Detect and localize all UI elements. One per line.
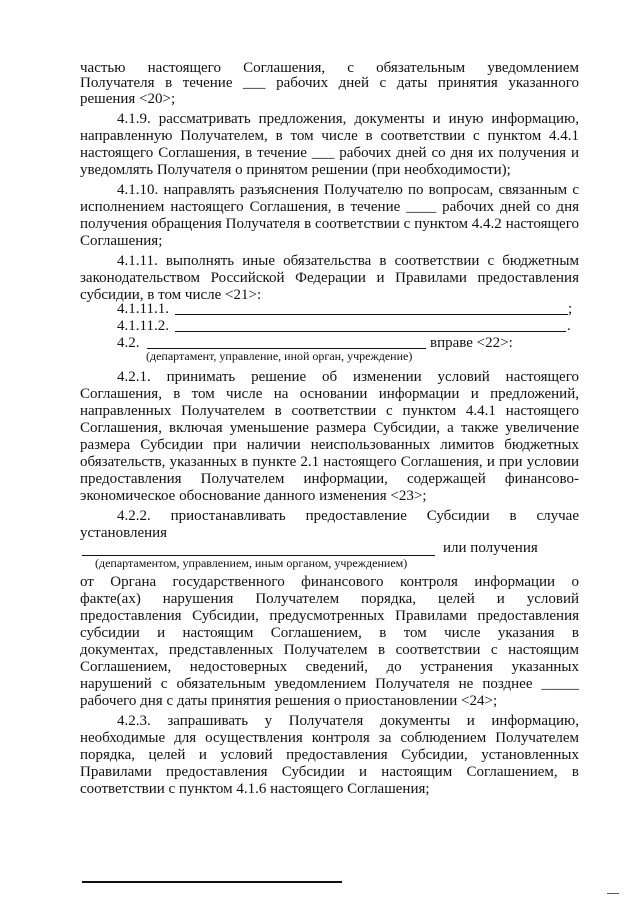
text-line: Соглашения, в том числе на основании информации и предложений,	[80, 386, 579, 402]
text-line: порядка, целей и условий предоставления Субсидии, установленных	[80, 747, 579, 763]
text-line: законодательством Российской Федерации и Правилами предоставления	[80, 270, 579, 286]
text-line: субсидии, в том числе <21>:	[80, 287, 262, 303]
text-line: установления	[80, 525, 168, 541]
clause-4-1-9: 4.1.9. рассматривать предложения, документы и иную информацию,	[117, 111, 579, 127]
clause-4-1-11-2: 4.1.11.2.	[117, 318, 169, 334]
text-line: документах, представленных Получателем в соответствии с настоящим	[80, 642, 579, 658]
clause-4-2-3: 4.2.3. запрашивать у Получателя документы и информацию,	[117, 713, 579, 729]
clause-4-2: 4.2.	[117, 335, 140, 351]
text-line: Соглашением, недостоверных сведений, до устранения указанных	[80, 659, 579, 675]
text-line: субсидии и настоящим Соглашением, в том числе указания в	[80, 625, 579, 641]
text-line: Правилами предоставления Субсидии и настоящим Соглашением, в	[80, 764, 579, 780]
text-line: частью настоящего Соглашения, с обязательным уведомлением	[80, 60, 579, 76]
text-line: Получателя в течение ___ рабочих дней с даты принятия указанного	[80, 75, 579, 91]
text-line: размера Субсидии при наличии неиспользованных лимитов бюджетных	[80, 437, 579, 453]
fill-blank-line	[175, 314, 568, 315]
text-line: исполнением настоящего Соглашения, в течение ____ рабочих дней со дня	[80, 199, 579, 215]
text-line: предоставления Получателем информации, содержащей финансово-	[80, 471, 579, 487]
text-line: получения обращения Получателя в соответствии с пунктом 4.4.2 настоящего	[80, 216, 579, 232]
clause-4-2-1: 4.2.1. принимать решение об изменении условий настоящего	[117, 369, 579, 385]
field-caption: (департамент, управление, иной орган, учреждение)	[146, 349, 413, 363]
text-line: факте(ах) нарушения Получателем порядка, целей и условий	[80, 591, 579, 607]
text-line: Соглашения;	[80, 233, 163, 249]
text-line: уведомлять Получателя о принятом решении (при необходимости);	[80, 162, 511, 178]
text-line: рабочего дня с даты принятия решения о приостановлении <24>;	[80, 693, 498, 709]
text-line: или получения	[443, 540, 538, 556]
clause-4-1-10: 4.1.10. направлять разъяснения Получателю по вопросам, связанным с	[117, 182, 579, 198]
text-line: необходимые для осуществления контроля за соблюдением Получателем	[80, 730, 579, 746]
text-line: обязательств, указанных в пункте 2.1 настоящего Соглашения, и при условии	[80, 454, 579, 470]
text-line: направленных Получателем в соответствии с пунктом 4.4.1 настоящего	[80, 403, 579, 419]
footnote-separator	[82, 881, 342, 883]
text-line: Соглашения, включая уменьшение размера Субсидии, а также увеличение	[80, 420, 579, 436]
clause-4-2-2: 4.2.2. приостанавливать предоставление Субсидии в случае	[117, 508, 579, 524]
fill-blank-line	[175, 331, 566, 332]
page-edge-mark	[607, 893, 619, 894]
field-caption: (департаментом, управлением, иным органом, учреждением)	[95, 556, 408, 570]
clause-4-1-11: 4.1.11. выполнять иные обязательства в соответствии с бюджетным	[117, 253, 579, 269]
clause-4-1-11-1: 4.1.11.1.	[117, 301, 169, 317]
text-line: решения <20>;	[80, 91, 176, 107]
text-line: направленную Получателем, в том числе в соответствии с пунктом 4.4.1	[80, 128, 579, 144]
text-line: .	[567, 318, 571, 334]
text-line: предоставления Субсидии, предусмотренных Правилами предоставления	[80, 608, 579, 624]
text-line: настоящего Соглашения, в течение ___ рабочих дней со дня их получения и	[80, 145, 579, 161]
text-line: соответствии с пунктом 4.1.6 настоящего Соглашения;	[80, 781, 430, 797]
text-line: вправе <22>:	[430, 335, 513, 351]
text-line: от Органа государственного финансового контроля информации о	[80, 574, 579, 590]
text-line: экономическое обоснование данного изменения <23>;	[80, 488, 427, 504]
text-line: нарушений с обязательным уведомлением Получателя не позднее _____	[80, 676, 579, 692]
text-line: ;	[568, 301, 573, 317]
